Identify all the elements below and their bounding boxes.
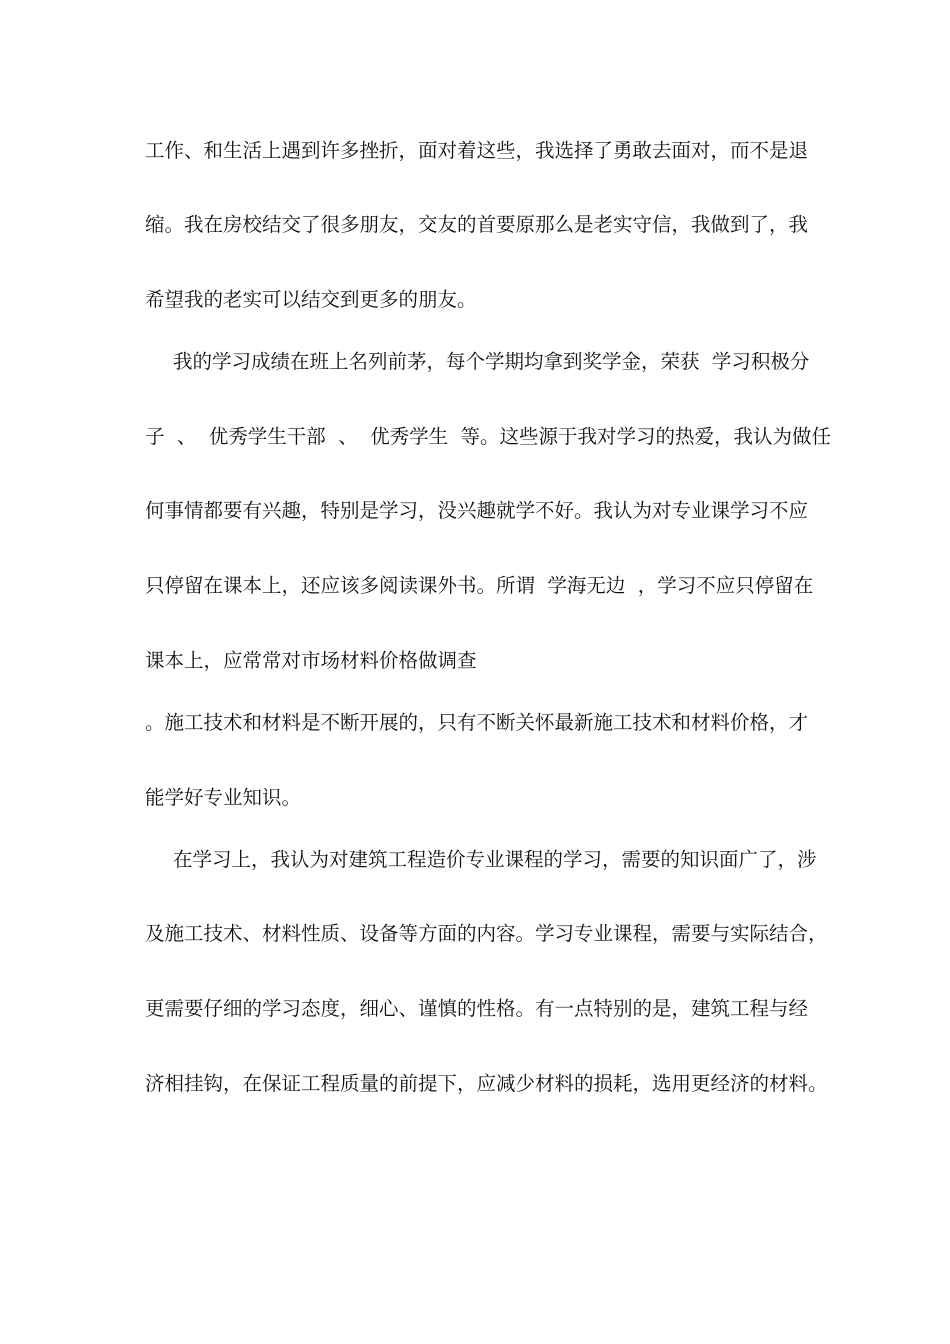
text-line-9: 。施工技术和材料是不断开展的，只有不断关怀最新施工技术和材料价格，才 <box>145 711 809 734</box>
text-line-13: 更需要仔细的学习态度，细心、谨慎的性格。有一点特别的是，建筑工程与经 <box>145 997 809 1020</box>
text-line-2: 缩。我在房校结交了很多朋友，交友的首要原那么是老实守信，我做到了，我 <box>145 213 809 236</box>
text-line-10: 能学好专业知识。 <box>145 786 302 809</box>
text-line-5: 子 、 优秀学生干部 、 优秀学生 等。这些源于我对学习的热爱，我认为做任 <box>145 425 831 448</box>
text-line-6: 何事情都要有兴趣，特别是学习，没兴趣就学不好。我认为对专业课学习不应 <box>145 499 809 522</box>
paragraph-start-line-11: 在学习上，我认为对建筑工程造价专业课程的学习，需要的知识面广了，涉 <box>173 848 817 871</box>
text-line-7: 只停留在课本上，还应该多阅读课外书。所谓 学海无边 ，学习不应只停留在 <box>145 574 814 597</box>
text-line-8: 课本上，应常常对市场材料价格做调查 <box>145 649 477 672</box>
paragraph-start-line-4: 我的学习成绩在班上名列前茅，每个学期均拿到奖学金，荣获 学习积极分 <box>173 350 810 373</box>
text-line-3: 希望我的老实可以结交到更多的朋友。 <box>145 288 477 311</box>
text-line-12: 及施工技术、材料性质、设备等方面的内容。学习专业课程，需要与实际结合， <box>145 922 828 945</box>
text-line-14: 济相挂钩，在保证工程质量的前提下，应减少材料的损耗，选用更经济的材料。 <box>145 1072 828 1095</box>
text-line-1: 工作、和生活上遇到许多挫折，面对着这些，我选择了勇敢去面对，而不是退 <box>145 139 809 162</box>
